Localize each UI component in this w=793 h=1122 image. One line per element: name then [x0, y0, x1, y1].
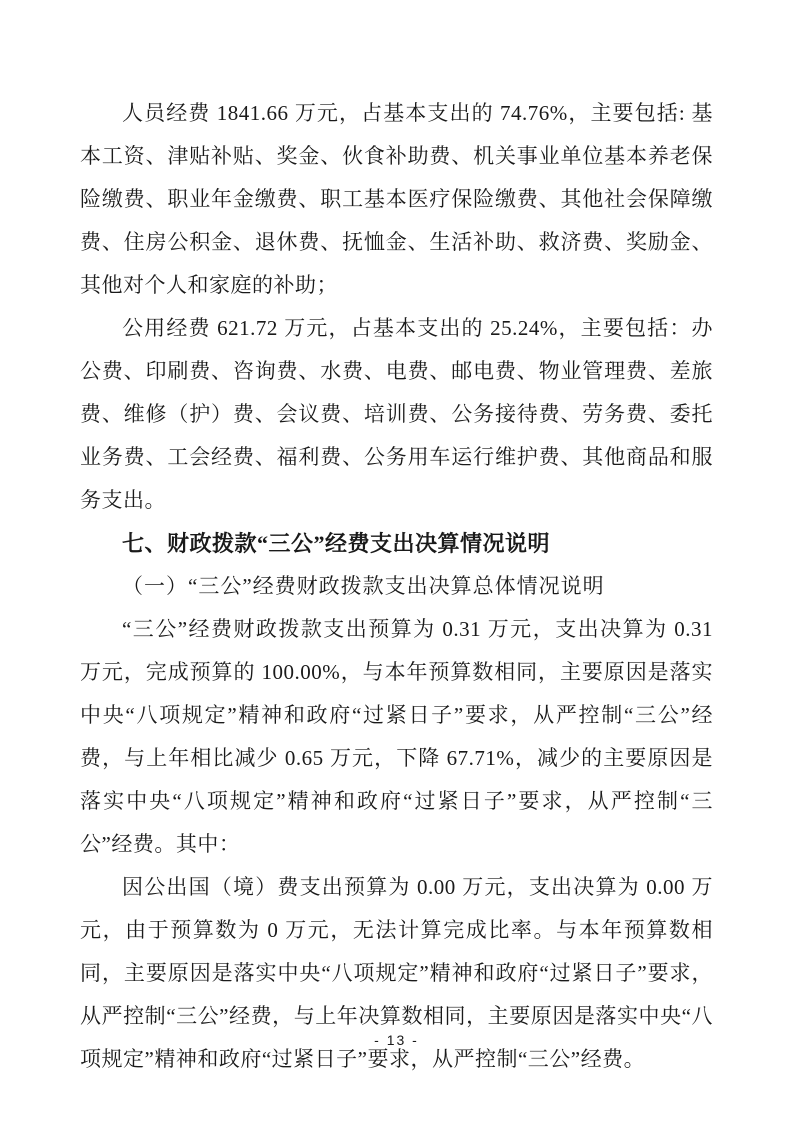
page-content — [80, 92, 713, 1081]
paragraph-personnel-expense: 人员经费 1841.66 万元，占基本支出的 74.76%，主要包括: 基本工资、津贴补贴、奖金、伙食补助费、机关事业单位基本养老保险缴费、职业年金缴费、职工基本医疗保险缴费、其他社会保障缴费、住房公积金、退休费、抚恤金、生活补助、救济费、奖励金、其他对个人和家庭的补助； — [80, 101, 713, 297]
paragraph-public-expense: 公用经费 621.72 万元，占基本支出的 25.24%，主要包括：办公费、印刷费、咨询费、水费、电费、邮电费、物业管理费、差旅费、维修（护）费、会议费、培训费、公务接待费、劳务费、委托业务费、工会经费、福利费、公务用车运行维护费、其他商品和服务支出。 — [80, 316, 713, 512]
page-footer — [0, 1032, 793, 1050]
subsection-heading-overall-situation: （一）“三公”经费财政拨款支出决算总体情况说明 — [122, 574, 605, 598]
section-heading-three-public-funds: 七、财政拨款“三公”经费支出决算情况说明 — [122, 531, 551, 556]
paragraph-three-public-overview: “三公”经费财政拨款支出预算为 0.31 万元，支出决算为 0.31 万元，完成预算的 100.00%，与本年预算数相同，主要原因是落实中央“八项规定”精神和政府“过紧日子”要求，从严控制“三公”经费，与上年相比减少 0.65 万元，下降 67.71%，减少的主要原因是落实中央“八项规定”精神和政府“过紧日子”要求，从严控制“三公”经费。其中： — [80, 617, 713, 856]
paragraph-overseas-travel-expense: 因公出国（境）费支出预算为 0.00 万元，支出决算为 0.00 万元，由于预算数为 0 万元，无法计算完成比率。与本年预算数相同，主要原因是落实中央“八项规定”精神和政府“过紧日子”要求，从严控制“三公”经费，与上年决算数相同，主要原因是落实中央“八项规定”精神和政府“过紧日子”要求，从严控制“三公”经费。 — [80, 875, 713, 1071]
page-number: - 13 - — [374, 1032, 419, 1048]
